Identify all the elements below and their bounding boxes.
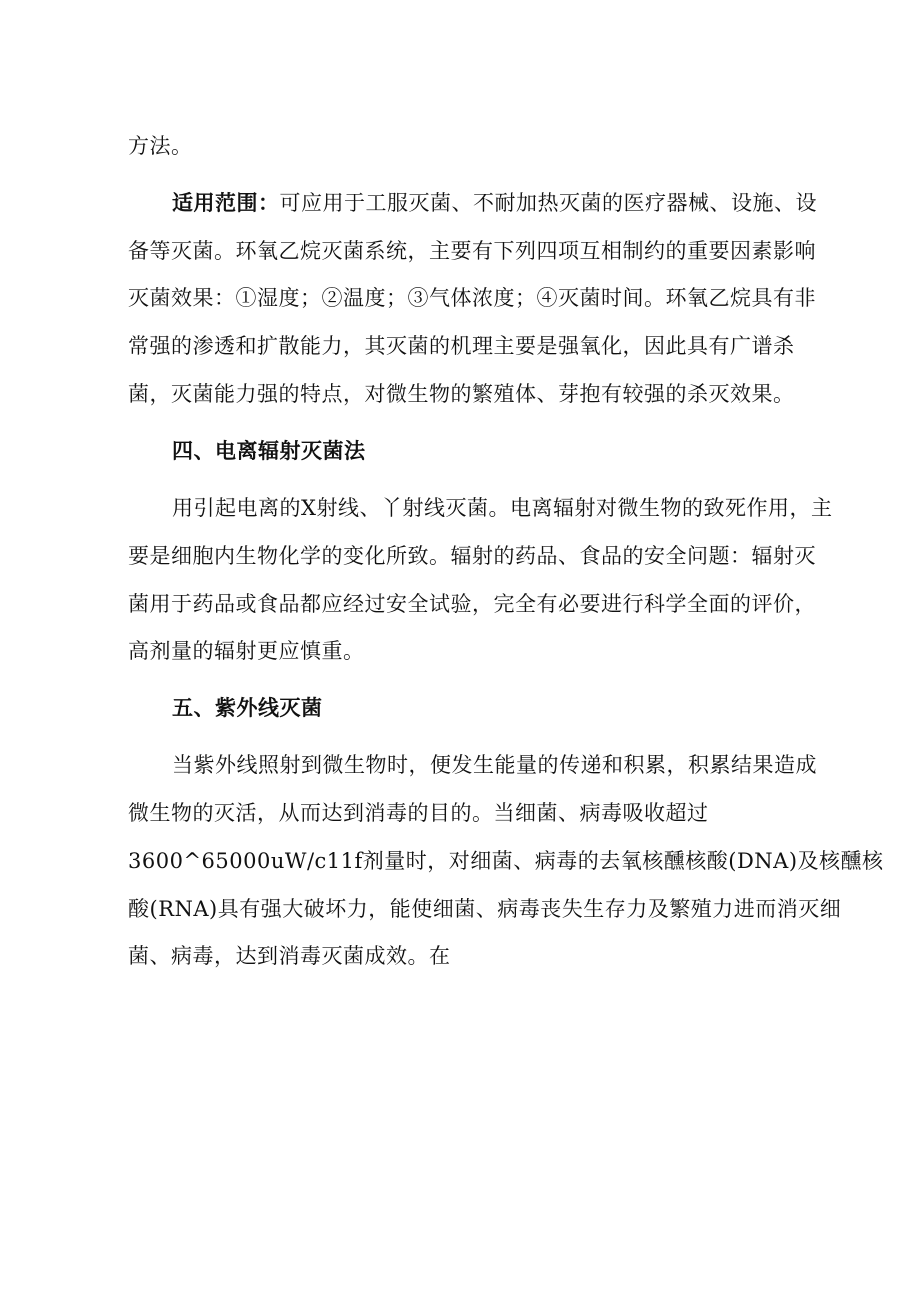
paragraph-line: 用引起电离的X射线、丫射线灭菌。电离辐射对微生物的致死作用，主 <box>172 496 833 520</box>
paragraph-line: 灭菌效果：①湿度；②温度；③气体浓度；④灭菌时间。环氧乙烷具有非 <box>128 286 816 310</box>
paragraph-line: 常强的渗透和扩散能力，其灭菌的机理主要是强氧化，因此具有广谱杀 <box>128 334 795 358</box>
scope-label: 适用范围： <box>172 190 280 215</box>
paragraph-line: 当紫外线照射到微生物时，便发生能量的传递和积累，积累结果造成 <box>172 753 817 777</box>
paragraph-line: 菌，灭菌能力强的特点，对微生物的繁殖体、芽抱有较强的杀灭效果。 <box>128 382 795 406</box>
paragraph-line <box>172 188 817 218</box>
paragraph-line: 要是细胞内生物化学的变化所致。辐射的药品、食品的安全问题：辐射灭 <box>128 544 816 568</box>
paragraph-line: 高剂量的辐射更应慎重。 <box>128 639 365 663</box>
paragraph-line: 备等灭菌。环氧乙烷灭菌系统，主要有下列四项互相制约的重要因素影响 <box>128 239 816 263</box>
section-heading-4: 四、电离辐射灭菌法 <box>172 438 366 463</box>
section-heading-5: 五、紫外线灭菌 <box>172 695 323 720</box>
paragraph-line: 微生物的灭活，从而达到消毒的目的。当细菌、病毒吸收超过 <box>128 801 709 825</box>
paragraph-line: 3600^65000uW/c11f剂量时，对细菌、病毒的去氧核醺核酸(DNA)及核醺核 <box>128 849 884 873</box>
paragraph-line: 方法。 <box>128 134 193 158</box>
paragraph-line: 菌、病毒，达到消毒灭菌成效。在 <box>128 944 451 968</box>
paragraph-line: 菌用于药品或食品都应经过安全试验，完全有必要进行科学全面的评价， <box>128 592 816 616</box>
paragraph-line: 酸(RNA)具有强大破坏力，能使细菌、病毒丧失生存力及繁殖力进而消灭细 <box>128 897 842 921</box>
paragraph-text: 可应用于工服灭菌、不耐加热灭菌的医疗器械、设施、设 <box>279 191 817 215</box>
